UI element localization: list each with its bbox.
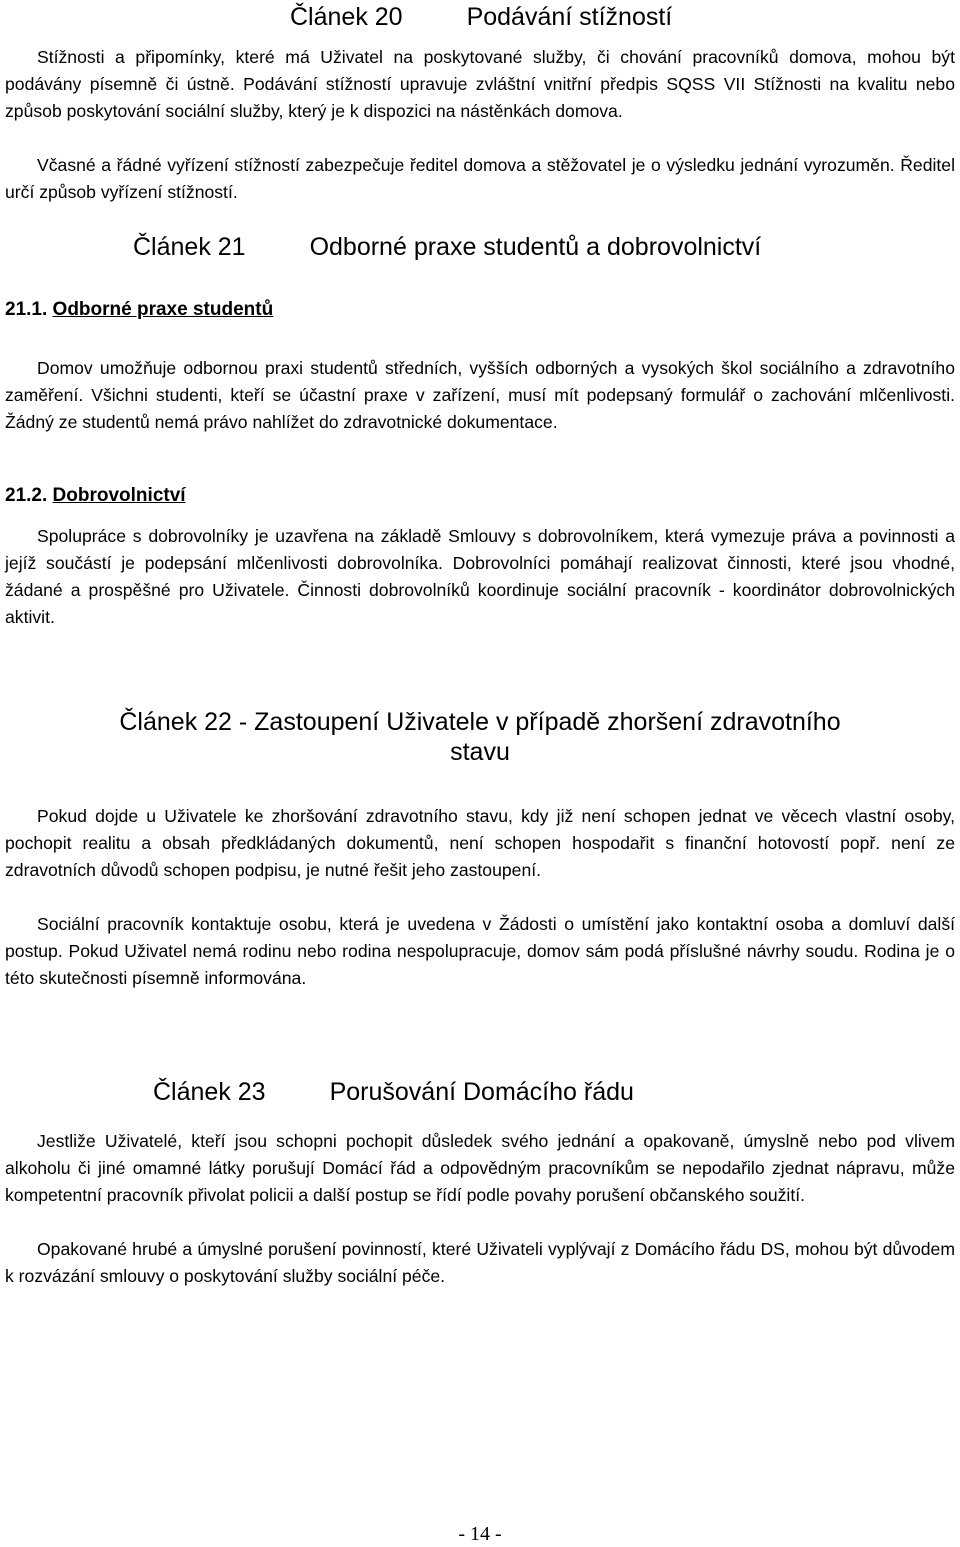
article-22-paragraph-1: Pokud dojde u Uživatele ke zhoršování zdravotního stavu, kdy již není schopen jednat ve věcech vlastní osoby, pochopit realitu a obsah předkládaných dokumentů, není schopen hospodařit s finanční hotovostí popř. není ze zdravotních důvodů schopen podpisu, je nutné řešit jeho zastoupení. [5, 806, 955, 880]
section-21-2-number: 21.2. [5, 485, 48, 506]
article-21-title: Odborné praxe studentů a dobrovolnictví [309, 233, 762, 261]
article-20-paragraph-1: Stížnosti a připomínky, které má Uživatel na poskytované služby, či chování pracovníků domova, mohou být podávány písemně či ústně. Podávání stížností upravuje zvláštní vnitřní předpis SQSS VII Stížnosti na kvalitu nebo způsob poskytování sociální služby, který je k dispozici na nástěnkách domova. [5, 47, 955, 121]
section-21-1-paragraph: Domov umožňuje odbornou praxi studentů středních, vyšších odborných a vysokých škol sociálního a zdravotního zaměření. Všichni studenti, kteří se účastní praxe v zařízení, musí mít podepsaný formulář o zachování mlčenlivosti. Žádný ze studentů nemá právo nahlížet do zdravotnické dokumentace. [5, 358, 955, 432]
section-21-1-title: Odborné praxe studentů [52, 299, 274, 320]
page-number: - 14 - [458, 1523, 502, 1545]
article-21-heading [133, 232, 955, 262]
section-21-1-number: 21.1. [5, 299, 48, 320]
article-22-paragraph-2: Sociální pracovník kontaktuje osobu, která je uvedena v Žádosti o umístění jako kontaktní osoba a domluví další postup. Pokud Uživatel nemá rodinu nebo rodina nespolupracuje, domov sám podá příslušné návrhy soudu. Rodina je o této skutečnosti písemně informována. [5, 914, 955, 988]
article-22-title-line-1: Článek 22 - Zastoupení Uživatele v případě zhoršení zdravotního [119, 708, 841, 736]
article-22-heading [5, 707, 955, 767]
article-22-title-line-2: stavu [450, 738, 510, 766]
section-21-2-title: Dobrovolnictví [52, 485, 186, 506]
article-23-heading [153, 1077, 955, 1107]
article-20-paragraph-2: Včasné a řádné vyřízení stížností zabezpečuje ředitel domova a stěžovatel je o výsledku jednání vyrozuměn. Ředitel určí způsob vyřízení stížností. [5, 155, 955, 202]
section-21-2-paragraph: Spolupráce s dobrovolníky je uzavřena na základě Smlouvy s dobrovolníkem, která vymezuje práva a povinnosti a jejíž součástí je podepsání mlčenlivosti dobrovolníka. Dobrovolníci pomáhají realizovat činnosti, které jsou vhodné, žádané a prospěšné pro Uživatele. Činnosti dobrovolníků koordinuje sociální pracovník - koordinátor dobrovolnických aktivit. [5, 526, 955, 627]
article-20-number: Článek 20 [290, 3, 403, 31]
article-21-number: Článek 21 [133, 233, 246, 261]
article-23-paragraph-1: Jestliže Uživatelé, kteří jsou schopni pochopit důsledek svého jednání a opakovaně, úmyslně nebo pod vlivem alkoholu či jiné omamné látky porušují Domácí řád a odpovědným pracovníkům se nepodařilo zjednat nápravu, může kompetentní pracovník přivolat policii a další postup se řídí podle povahy porušení občanského soužití. [5, 1131, 955, 1205]
article-23-number: Článek 23 [153, 1078, 266, 1106]
article-23-title: Porušování Domácího řádu [329, 1078, 634, 1106]
section-21-2-heading [5, 484, 955, 508]
article-20-title: Podávání stížností [466, 3, 673, 31]
article-20-heading [290, 2, 955, 32]
article-23-paragraph-2: Opakované hrubé a úmyslné porušení povinností, které Uživateli vyplývají z Domácího řádu DS, mohou být důvodem k rozvázání smlouvy o poskytování služby sociální péče. [5, 1239, 955, 1286]
section-21-1-heading [5, 298, 955, 322]
